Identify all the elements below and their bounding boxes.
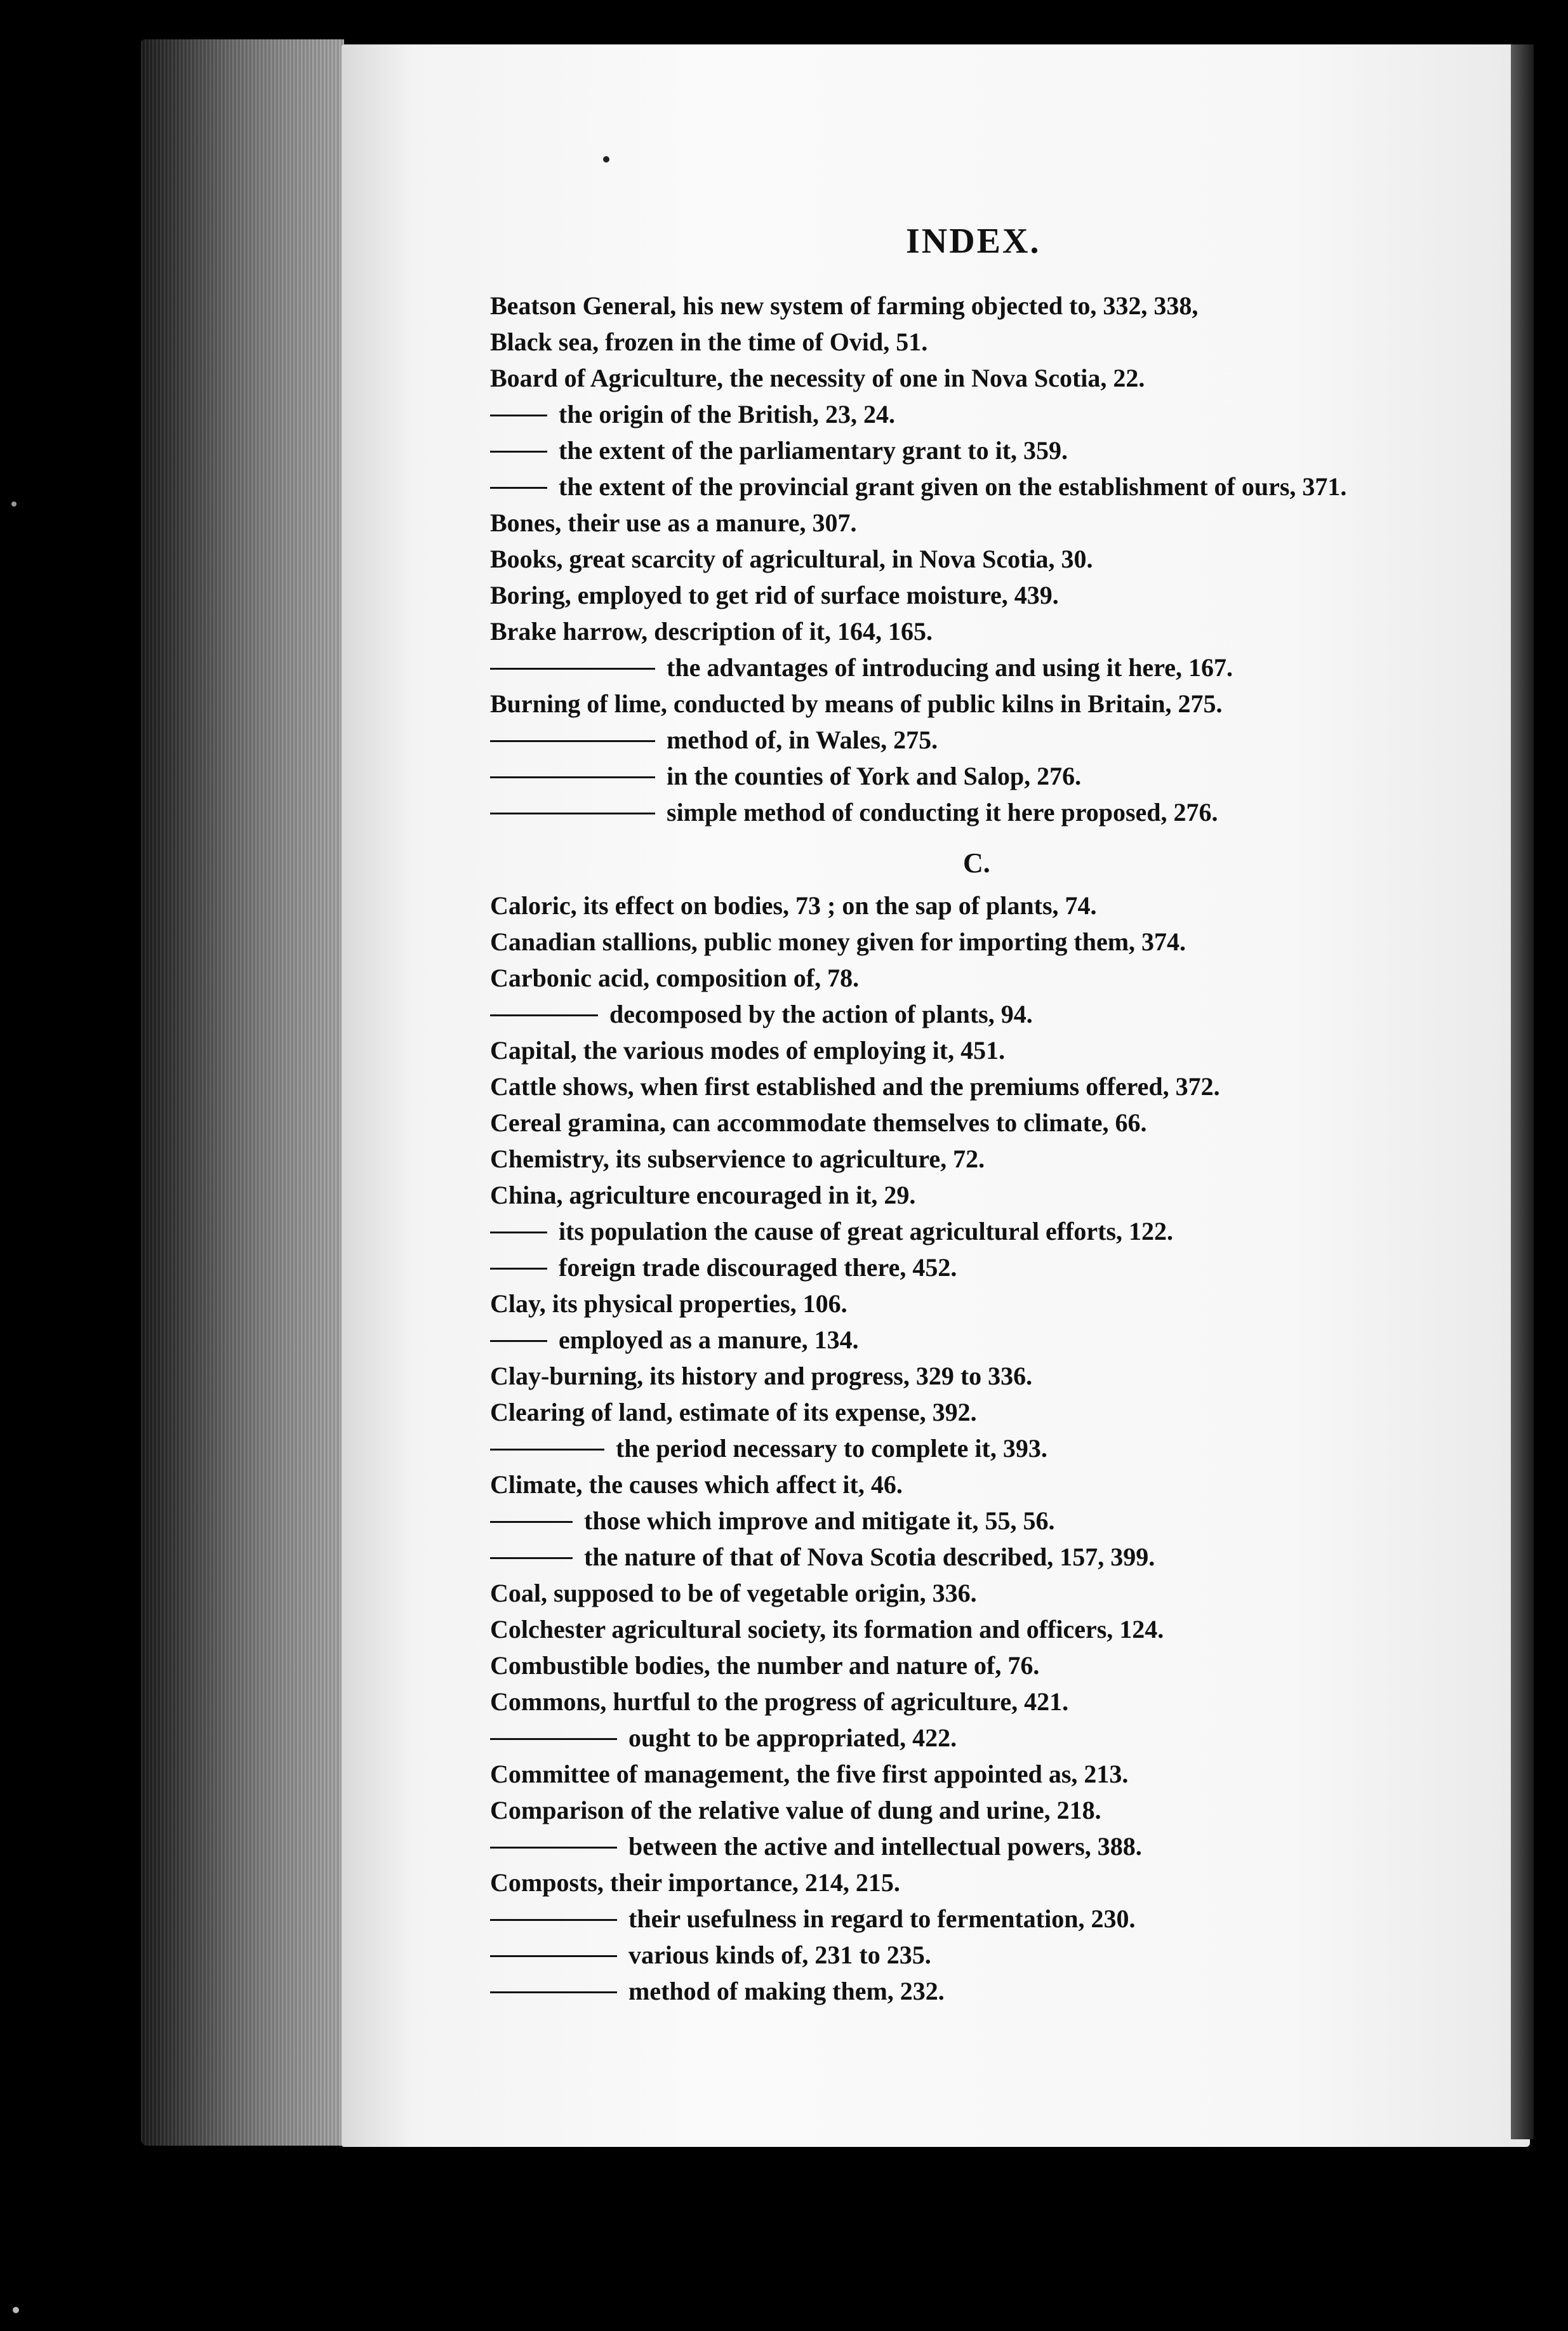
index-entry [490, 1466, 1480, 1503]
index-entry-text: ought to be appropriated, 422. [628, 1723, 957, 1752]
index-entry-text: Black sea, frozen in the time of Ovid, 51. [490, 328, 928, 356]
index-entry-text: the advantages of introducing and using it here, 167. [667, 653, 1233, 682]
index-entry-text: method of, in Wales, 275. [667, 726, 938, 754]
index-entry [490, 1141, 1480, 1177]
index-content [490, 219, 1480, 2009]
index-entry [490, 396, 1480, 432]
index-entry-text: Burning of lime, conducted by means of public kilns in Britain, 275. [490, 689, 1223, 718]
ditto-dash [490, 1557, 573, 1559]
book-spine [141, 39, 344, 2146]
index-entry [490, 577, 1480, 613]
index-entry [490, 1539, 1480, 1575]
index-entry-text: their usefulness in regard to fermentation, 230. [628, 1904, 1136, 1933]
index-entry [490, 1430, 1480, 1466]
index-entry [490, 960, 1480, 996]
index-entry-text: Boring, employed to get rid of surface moisture, 439. [490, 581, 1059, 609]
index-entry-text: various kinds of, 231 to 235. [628, 1941, 931, 1969]
index-entry [490, 794, 1480, 830]
index-entry [490, 324, 1480, 360]
dust-speck [13, 2307, 19, 2313]
index-entry-text: Beatson General, his new system of farming objected to, 332, 338, [490, 291, 1199, 320]
index-entry-text: Colchester agricultural society, its formation and officers, 124. [490, 1615, 1164, 1644]
index-entry [490, 1394, 1480, 1430]
index-entry-text: its population the cause of great agricultural efforts, 122. [559, 1217, 1174, 1245]
ditto-dash [490, 1919, 617, 1921]
index-entry-text: the extent of the provincial grant given on the establishment of ours, 371. [559, 472, 1347, 501]
ditto-dash [490, 1232, 547, 1233]
index-entry [490, 758, 1480, 794]
index-entry-text: the period necessary to complete it, 393. [616, 1434, 1047, 1463]
ditto-dash [490, 813, 655, 814]
index-entry [490, 1901, 1480, 1937]
section-gap [490, 830, 1480, 844]
index-entry [490, 686, 1480, 722]
index-entry [490, 505, 1480, 541]
index-entry-text: the nature of that of Nova Scotia described, 157, 399. [584, 1543, 1155, 1571]
index-entry [490, 649, 1480, 686]
index-entry [490, 288, 1480, 324]
index-entry-text: Cattle shows, when first established and the premiums offered, 372. [490, 1072, 1220, 1101]
index-entry-text: in the counties of York and Salop, 276. [667, 762, 1082, 790]
index-entry [490, 468, 1480, 505]
index-entry [490, 1358, 1480, 1394]
index-entry-text: Composts, their importance, 214, 215. [490, 1868, 900, 1897]
index-entry-text: Carbonic acid, composition of, 78. [490, 964, 860, 992]
page-right-edge-shadow [1511, 44, 1534, 2139]
index-entry-text: the extent of the parliamentary grant to it, 359. [559, 436, 1068, 465]
index-entry-text: Clearing of land, estimate of its expense, 392. [490, 1398, 977, 1426]
ditto-dash [490, 1991, 617, 1993]
index-entry [490, 1213, 1480, 1249]
index-entry [490, 1249, 1480, 1285]
index-entry [490, 1503, 1480, 1539]
index-entry [490, 1828, 1480, 1864]
ditto-dash [490, 1521, 573, 1523]
index-entry-text: decomposed by the action of plants, 94. [609, 1000, 1033, 1028]
index-entry [490, 1177, 1480, 1213]
ditto-dash [490, 487, 547, 489]
index-entry-text: the origin of the British, 23, 24. [559, 400, 895, 428]
index-entry [490, 1973, 1480, 2009]
index-entry [490, 1937, 1480, 1973]
index-entry [490, 1105, 1480, 1141]
index-entry-text: Canadian stallions, public money given for importing them, 374. [490, 927, 1186, 956]
page-title: INDEX. [906, 222, 1041, 261]
index-entry [490, 1322, 1480, 1358]
ditto-dash [490, 776, 655, 778]
index-entry [490, 1285, 1480, 1322]
index-entry [490, 1756, 1480, 1792]
ditto-dash [490, 415, 547, 416]
index-entry-text: China, agriculture encouraged in it, 29. [490, 1181, 916, 1209]
index-entry-text: Committee of management, the five first appointed as, 213. [490, 1760, 1129, 1788]
index-entry-text: simple method of conducting it here proposed, 276. [667, 798, 1218, 827]
index-entry-text: Climate, the causes which affect it, 46. [490, 1470, 903, 1499]
index-entry-text: Chemistry, its subservience to agriculture, 72. [490, 1145, 985, 1173]
ditto-dash [490, 1847, 617, 1849]
index-entry [490, 1068, 1480, 1105]
index-entry-text: foreign trade discouraged there, 452. [559, 1253, 957, 1282]
index-entry [490, 360, 1480, 396]
index-list-c [490, 887, 1480, 2009]
index-entry-text: method of making them, 232. [628, 1977, 945, 2005]
index-entry [490, 1864, 1480, 1901]
ditto-dash [490, 740, 655, 742]
ditto-dash [490, 1268, 547, 1270]
index-entry [490, 432, 1480, 468]
index-entry-text: Coal, supposed to be of vegetable origin, 336. [490, 1579, 977, 1607]
index-entry [490, 613, 1480, 649]
index-entry [490, 1032, 1480, 1068]
ditto-dash [490, 1340, 547, 1342]
index-entry [490, 1720, 1480, 1756]
index-entry-text: Brake harrow, description of it, 164, 165. [490, 617, 933, 646]
ditto-dash [490, 451, 547, 453]
ditto-dash [490, 1738, 617, 1740]
index-entry-text: Books, great scarcity of agricultural, in Nova Scotia, 30. [490, 545, 1093, 573]
index-entry-text: Clay-burning, its history and progress, 329 to 336. [490, 1362, 1033, 1390]
index-entry-text: Capital, the various modes of employing it, 451. [490, 1036, 1006, 1065]
index-entry-text: Combustible bodies, the number and nature of, 76. [490, 1651, 1040, 1680]
index-entry-text: Board of Agriculture, the necessity of one in Nova Scotia, 22. [490, 364, 1145, 392]
index-entry [490, 722, 1480, 758]
dust-speck [11, 501, 17, 507]
index-entry-text: Comparison of the relative value of dung and urine, 218. [490, 1796, 1101, 1824]
ditto-dash [490, 1014, 598, 1016]
index-entry [490, 996, 1480, 1032]
ditto-dash [490, 1449, 604, 1451]
index-entry [490, 541, 1480, 577]
index-entry [490, 1575, 1480, 1611]
index-entry [490, 887, 1480, 924]
ditto-dash [490, 1955, 617, 1957]
index-entry-text: between the active and intellectual powers, 388. [628, 1832, 1142, 1861]
index-entry [490, 1792, 1480, 1828]
index-entry-text: Commons, hurtful to the progress of agriculture, 421. [490, 1687, 1069, 1716]
index-entry-text: Cereal gramina, can accommodate themselves to climate, 66. [490, 1108, 1147, 1137]
index-entry-text: Clay, its physical properties, 106. [490, 1289, 847, 1318]
index-entry [490, 1684, 1480, 1720]
index-entry [490, 924, 1480, 960]
index-entry [490, 1647, 1480, 1684]
ink-dot [603, 156, 609, 163]
section-heading-c: C. [963, 847, 990, 879]
index-entry-text: Bones, their use as a manure, 307. [490, 508, 857, 537]
index-entry [490, 1611, 1480, 1647]
index-entry-text: those which improve and mitigate it, 55, 56. [584, 1506, 1055, 1535]
ditto-dash [490, 668, 655, 670]
index-entry-text: employed as a manure, 134. [559, 1325, 859, 1354]
index-list-b [490, 288, 1480, 830]
index-entry-text: Caloric, its effect on bodies, 73 ; on the sap of plants, 74. [490, 891, 1097, 920]
